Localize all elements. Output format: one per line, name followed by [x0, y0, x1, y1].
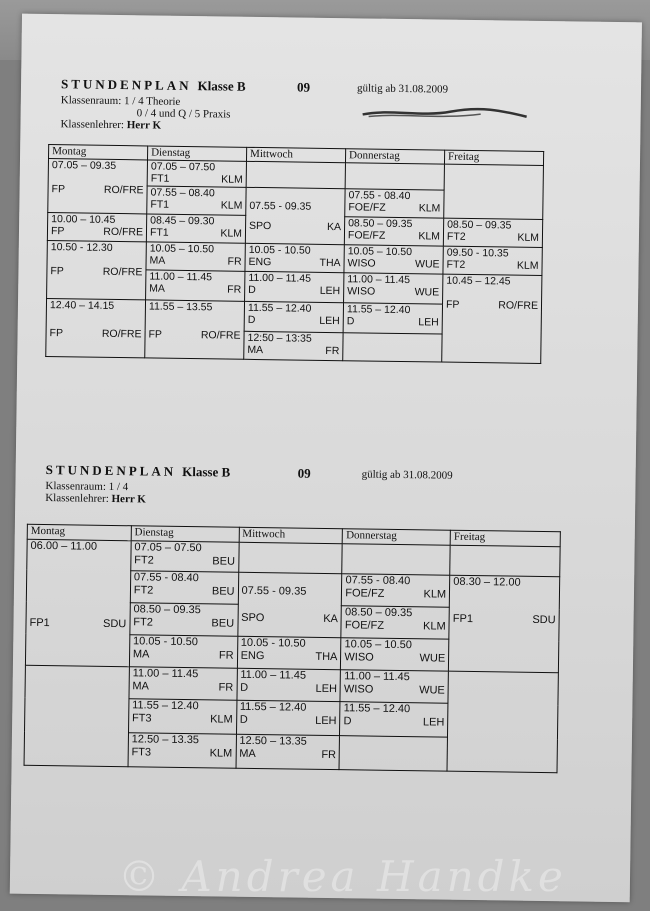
empty-cell [345, 163, 444, 190]
schedule-2-room: Klassenraum: 1 / 4 [45, 480, 129, 494]
lesson-cell: 08.50 – 09.35 FT2 BEU [130, 603, 238, 637]
lesson-cell: 12.50 – 13.35 MA FR [236, 734, 340, 769]
schedule-2-table [24, 524, 561, 773]
lesson-cell: 11.55 – 12.40 D LEH [343, 303, 442, 334]
lesson-cell: 11.00 – 11.45 WISO WUE [340, 670, 448, 704]
lesson-cell: 08.50 – 09.35 FOE/FZ KLM [341, 606, 449, 640]
schedule-2-header [45, 462, 566, 511]
lesson-cell: 07.55 - 08.40 FOE/FZ KLM [345, 189, 444, 218]
schedule-2-teacher: Klassenlehrer: Herr K [45, 492, 146, 506]
empty-cell [343, 333, 442, 362]
watermark-text: © Andrea Handke [118, 852, 567, 901]
header-freitag: Freitag [450, 530, 560, 547]
schedule-2-title: STUNDENPLAN Klasse B [45, 462, 231, 480]
lesson-cell: 12:50 – 13:35 MA FR [244, 331, 343, 360]
lesson-cell: 12.50 – 13.35 FT3 KLM [128, 733, 236, 769]
header-mittwoch: Mittwoch [239, 527, 343, 543]
lesson-cell: 08.45 – 09.30 FT1 KLM [146, 214, 245, 243]
schedule-2-number: 09 [297, 465, 311, 481]
header-montag: Montag [49, 145, 148, 160]
lesson-cell: 12.40 – 14.15 FP RO/FRE [46, 299, 146, 358]
empty-cell [444, 164, 544, 219]
schedule-1-teacher: Klassenlehrer: Herr K [60, 118, 162, 132]
header-donnerstag: Donnerstag [343, 529, 451, 546]
signature-scribble [361, 102, 531, 124]
lesson-cell: 08.50 – 09.35 FT2 KLM [443, 218, 542, 247]
lesson-cell: 10.05 - 10.50 ENG THA [245, 243, 344, 272]
lesson-cell: 10.00 – 10.45 FP RO/FRE [47, 213, 146, 242]
lesson-cell: 08.50 – 09.35 FOE/FZ KLM [344, 217, 443, 246]
empty-cell [342, 544, 450, 576]
lesson-cell: 11.00 – 11.45 WISO WUE [344, 273, 443, 304]
header-freitag: Freitag [444, 150, 543, 165]
lesson-cell: 11.00 – 11.45 D LEH [237, 668, 341, 701]
lesson-cell: 11.55 – 12.40 D LEH [244, 301, 343, 332]
schedule-1-number: 09 [296, 79, 311, 95]
schedule-1-room-2: 0 / 4 und Q / 5 Praxis [136, 107, 231, 121]
empty-cell [339, 736, 447, 772]
header-mittwoch: Mittwoch [246, 147, 345, 162]
lesson-cell: 06.00 – 11.00 FP1 SDU [25, 539, 131, 666]
lesson-cell: 11.55 – 12.40 FT3 KLM [128, 699, 236, 735]
empty-cell [238, 542, 342, 573]
empty-cell [246, 161, 345, 188]
lesson-cell: 11.55 – 12.40 D LEH [340, 702, 448, 738]
schedule-1-valid-from: gültig ab 31.08.2009 [356, 82, 449, 96]
lesson-cell: 10.05 - 10.50 MA FR [129, 635, 237, 669]
lesson-cell: 07.05 – 07.50 FT2 BEU [131, 541, 239, 573]
header-donnerstag: Donnerstag [345, 149, 444, 164]
schedule-1-room-1: Klassenraum: 1 / 4 Theorie [60, 94, 181, 108]
schedule-1-table [45, 144, 544, 364]
header-dienstag: Dienstag [131, 526, 239, 543]
lesson-cell: 10.05 – 10.50 WISO WUE [344, 245, 443, 274]
lesson-cell: 10.50 - 12.30 FP RO/FRE [47, 241, 147, 300]
empty-cell [447, 671, 558, 773]
lesson-cell: 10.45 – 12.45 FP RO/FRE [442, 274, 542, 363]
header-dienstag: Dienstag [148, 146, 247, 161]
empty-cell [24, 665, 129, 766]
lesson-cell: 07.55 - 09.35 SPO KA [245, 187, 345, 244]
lesson-cell: 11.55 – 12.40 D LEH [236, 700, 340, 735]
lesson-cell: 10.05 – 10.50 MA FR [146, 242, 245, 271]
lesson-cell: 10.05 – 10.50 WISO WUE [341, 638, 449, 672]
lesson-cell: 11.55 – 13.55 FP RO/FRE [145, 300, 245, 359]
paper-sheet [10, 14, 642, 903]
lesson-cell: 07.55 – 08.40 FT1 KLM [147, 186, 246, 215]
lesson-cell: 10.05 - 10.50 ENG THA [237, 636, 341, 669]
lesson-cell: 08.30 – 12.00 FP1 SDU [449, 575, 560, 673]
lesson-cell: 11.00 – 11.45 MA FR [129, 667, 237, 701]
lesson-cell: 07.55 - 08.40 FT2 BEU [130, 571, 238, 605]
lesson-cell: 09.50 - 10.35 FT2 KLM [443, 246, 542, 275]
lesson-cell: 11.00 – 11.45 MA FR [146, 270, 245, 301]
header-montag: Montag [27, 524, 131, 540]
lesson-cell: 11.00 – 11.45 D LEH [245, 271, 344, 302]
empty-cell [450, 545, 560, 577]
lesson-cell: 07.55 - 08.40 FOE/FZ KLM [342, 574, 450, 608]
schedule-2-valid-from: gültig ab 31.08.2009 [361, 468, 453, 482]
lesson-cell: 07.05 – 07.50 FT1 KLM [147, 160, 246, 187]
lesson-cell: 07.55 - 09.35 SPO KA [237, 572, 342, 637]
schedule-1-title: STUNDENPLAN Klasse B [60, 76, 246, 94]
lesson-cell: 07.05 – 09.35 FP RO/FRE [48, 159, 148, 214]
